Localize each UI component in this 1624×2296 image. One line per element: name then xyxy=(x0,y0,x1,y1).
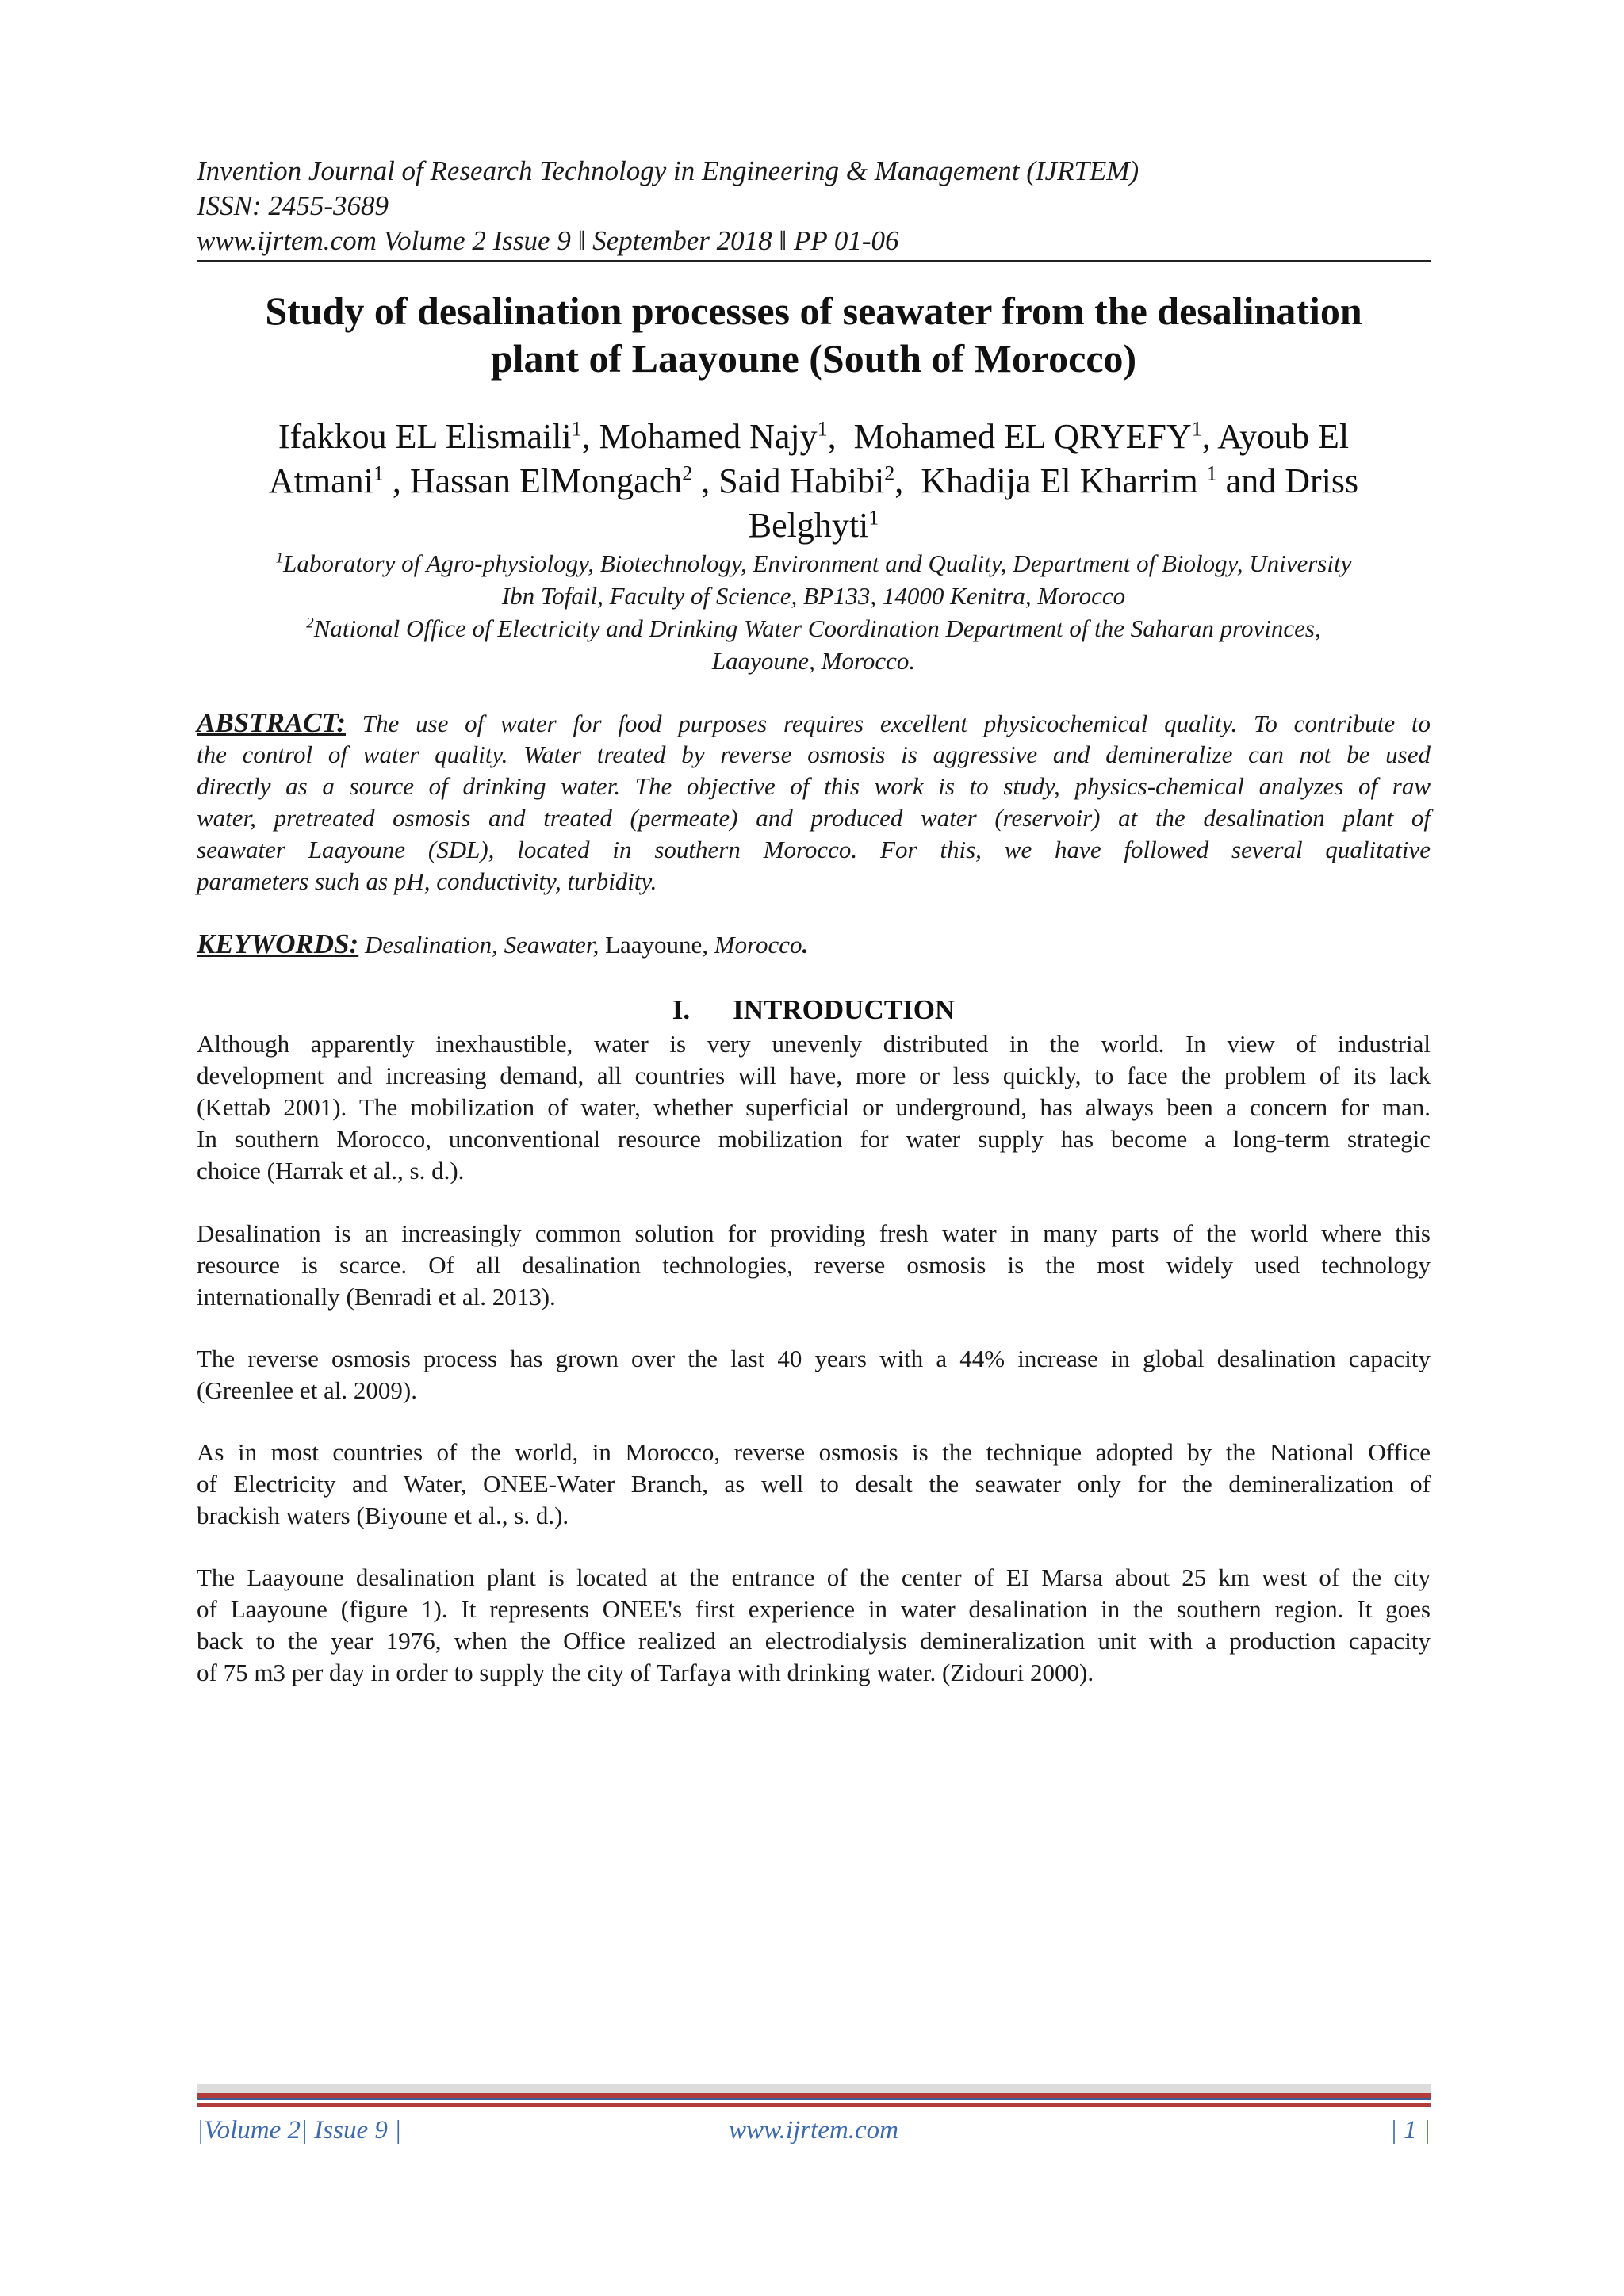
author-name: Belghyti xyxy=(748,506,869,545)
author-name: Atmani xyxy=(268,461,373,500)
body-paragraph xyxy=(197,1343,1431,1406)
body-paragraph xyxy=(197,1218,1431,1313)
abstract-line: parameters such as pH, conductivity, turbidity. xyxy=(197,867,657,895)
footer-shadow-band xyxy=(197,2084,1431,2093)
author-name: and Driss xyxy=(1216,461,1359,500)
abstract-line: directly as a source of drinking water. The objective of this work is to study, physics-chemical analyzes of raw xyxy=(197,772,1431,800)
author-name: , Said Habibi xyxy=(692,461,885,500)
paragraph-line: back to the year 1976, when the Office realized an electrodialysis demineralization unit with a production capacity xyxy=(197,1627,1431,1655)
affiliation-mark: 1 xyxy=(275,549,284,567)
paragraph-line: (Kettab 2001). The mobilization of water, whether superficial or underground, has always been a concern for man. xyxy=(197,1093,1431,1121)
keywords-text: Laayoune xyxy=(605,931,703,959)
paragraph-line: In southern Morocco, unconventional resource mobilization for water supply has become a long-term strategic xyxy=(197,1125,1431,1153)
paragraph-line: The reverse osmosis process has grown over the last 40 years with a 44% increase in global desalination capacity xyxy=(197,1345,1431,1372)
footer-rule-blue xyxy=(197,2098,1431,2100)
paragraph-line: choice (Harrak et al., s. d.). xyxy=(197,1157,465,1184)
section-number: I. xyxy=(672,994,691,1025)
paragraph-line: of Electricity and Water, ONEE-Water Branch, as well to desalt the seawater only for the demineralization of xyxy=(197,1470,1431,1498)
body-paragraph xyxy=(197,1437,1431,1532)
footer-volume-issue: |Volume 2| Issue 9 | xyxy=(197,2116,402,2145)
affiliation-mark: 2 xyxy=(306,614,314,632)
journal-header xyxy=(197,154,1431,258)
paper-page xyxy=(197,0,1431,2296)
page-footer xyxy=(197,2110,1431,2150)
author-name: , Hassan ElMongach xyxy=(383,461,683,500)
author-affiliation-mark: 2 xyxy=(884,461,895,485)
paragraph-line: Although apparently inexhaustible, water is very unevenly distributed in the world. In view of industrial xyxy=(197,1030,1431,1058)
author-name: Mohamed EL QRYEFY xyxy=(853,417,1192,456)
affiliation-text: National Office of Electricity and Drinking Water Coordination Department of the Saharan provinces, xyxy=(313,614,1321,642)
body-paragraph xyxy=(197,1028,1431,1187)
abstract-line: the control of water quality. Water treated by reverse osmosis is aggressive and demineralize can not be used xyxy=(197,740,1431,768)
author-affiliation-mark: 1 xyxy=(1191,417,1202,441)
author-line-2 xyxy=(197,459,1431,503)
keywords-text: , Morocco xyxy=(702,931,802,959)
author-affiliation-mark: 1 xyxy=(817,417,828,441)
paper-title xyxy=(197,287,1431,382)
paper-title-line-2: plant of Laayoune (South of Morocco) xyxy=(490,336,1137,381)
author-name: Ifakkou EL Elismaili xyxy=(278,417,572,456)
keywords xyxy=(197,928,1431,962)
keywords-label: KEYWORDS: xyxy=(197,928,359,959)
abstract xyxy=(197,707,1431,897)
journal-name: Invention Journal of Research Technology in Engineering & Management (IJRTEM) xyxy=(197,155,1139,186)
section-title: INTRODUCTION xyxy=(733,994,956,1025)
abstract-line: seawater Laayoune (SDL), located in southern Morocco. For this, we have followed several qualitative xyxy=(197,836,1431,863)
paragraph-line: brackish waters (Biyoune et al., s. d.). xyxy=(197,1502,569,1529)
paragraph-line: resource is scarce. Of all desalination technologies, reverse osmosis is the most widely used technology xyxy=(197,1251,1431,1279)
author-affiliation-mark: 1 xyxy=(1206,461,1217,485)
author-line-1 xyxy=(197,415,1431,459)
journal-volume-info: www.ijrtem.com Volume 2 Issue 9 ǁ September 2018 ǁ PP 01-06 xyxy=(197,225,899,256)
affiliations xyxy=(197,547,1431,677)
affiliation-1-line-1 xyxy=(197,547,1431,580)
author-affiliation-mark: 1 xyxy=(868,506,879,530)
paragraph-line: internationally (Benradi et al. 2013). xyxy=(197,1283,556,1311)
paper-title-line-1: Study of desalination processes of seawater from the desalination xyxy=(265,289,1362,333)
paragraph-line: (Greenlee et al. 2009). xyxy=(197,1376,418,1404)
abstract-line: water, pretreated osmosis and treated (permeate) and produced water (reservoir) at the desalination plant of xyxy=(197,804,1431,832)
paragraph-line: of Laayoune (figure 1). It represents ONEE's first experience in water desalination in the southern region. It goes xyxy=(197,1595,1431,1623)
affiliation-1-line-2: Ibn Tofail, Faculty of Science, BP133, 14000 Kenitra, Morocco xyxy=(501,582,1126,610)
body-paragraph xyxy=(197,1562,1431,1689)
author-list xyxy=(197,415,1431,548)
footer-rule-red-lower xyxy=(197,2103,1431,2107)
abstract-text: The use of water for food purposes requires excellent physicochemical quality. To contribute to xyxy=(346,710,1431,737)
keywords-period: . xyxy=(802,931,809,959)
paragraph-line: development and increasing demand, all countries will have, more or less quickly, to face the problem of its lack xyxy=(197,1062,1431,1089)
author-affiliation-mark: 2 xyxy=(682,461,693,485)
author-separator: , Ayoub El xyxy=(1201,417,1350,456)
footer-page-number: | 1 | xyxy=(1389,2116,1431,2145)
section-heading xyxy=(197,993,1431,1027)
author-affiliation-mark: 1 xyxy=(571,417,582,441)
author-affiliation-mark: 1 xyxy=(373,461,384,485)
header-rule xyxy=(197,260,1431,262)
journal-issn: ISSN: 2455-3689 xyxy=(197,190,389,221)
author-name: , Khadija El Kharrim xyxy=(894,461,1207,500)
paragraph-line: of 75 m3 per day in order to supply the city of Tarfaya with drinking water. (Zidouri 2000). xyxy=(197,1659,1094,1686)
paragraph-line: Desalination is an increasingly common solution for providing fresh water in many parts of the world where this xyxy=(197,1219,1431,1247)
author-separator: , xyxy=(827,417,854,456)
author-separator: , xyxy=(581,417,599,456)
paragraph-line: The Laayoune desalination plant is located at the entrance of the center of EI Marsa about 25 km west of the city xyxy=(197,1563,1431,1591)
author-name: Mohamed Najy xyxy=(599,417,818,456)
author-line-3 xyxy=(197,503,1431,548)
abstract-label: ABSTRACT: xyxy=(197,707,347,738)
keywords-text: Desalination, Seawater, xyxy=(358,931,606,959)
affiliation-2-line-1 xyxy=(197,612,1431,645)
affiliation-text: Laboratory of Agro-physiology, Biotechnology, Environment and Quality, Department of Biology, University xyxy=(283,549,1352,577)
footer-website-link[interactable]: www.ijrtem.com xyxy=(729,2116,898,2145)
abstract-line xyxy=(197,707,1431,739)
paragraph-line: As in most countries of the world, in Morocco, reverse osmosis is the technique adopted by the National Office xyxy=(197,1438,1431,1466)
affiliation-2-line-2: Laayoune, Morocco. xyxy=(711,647,916,675)
